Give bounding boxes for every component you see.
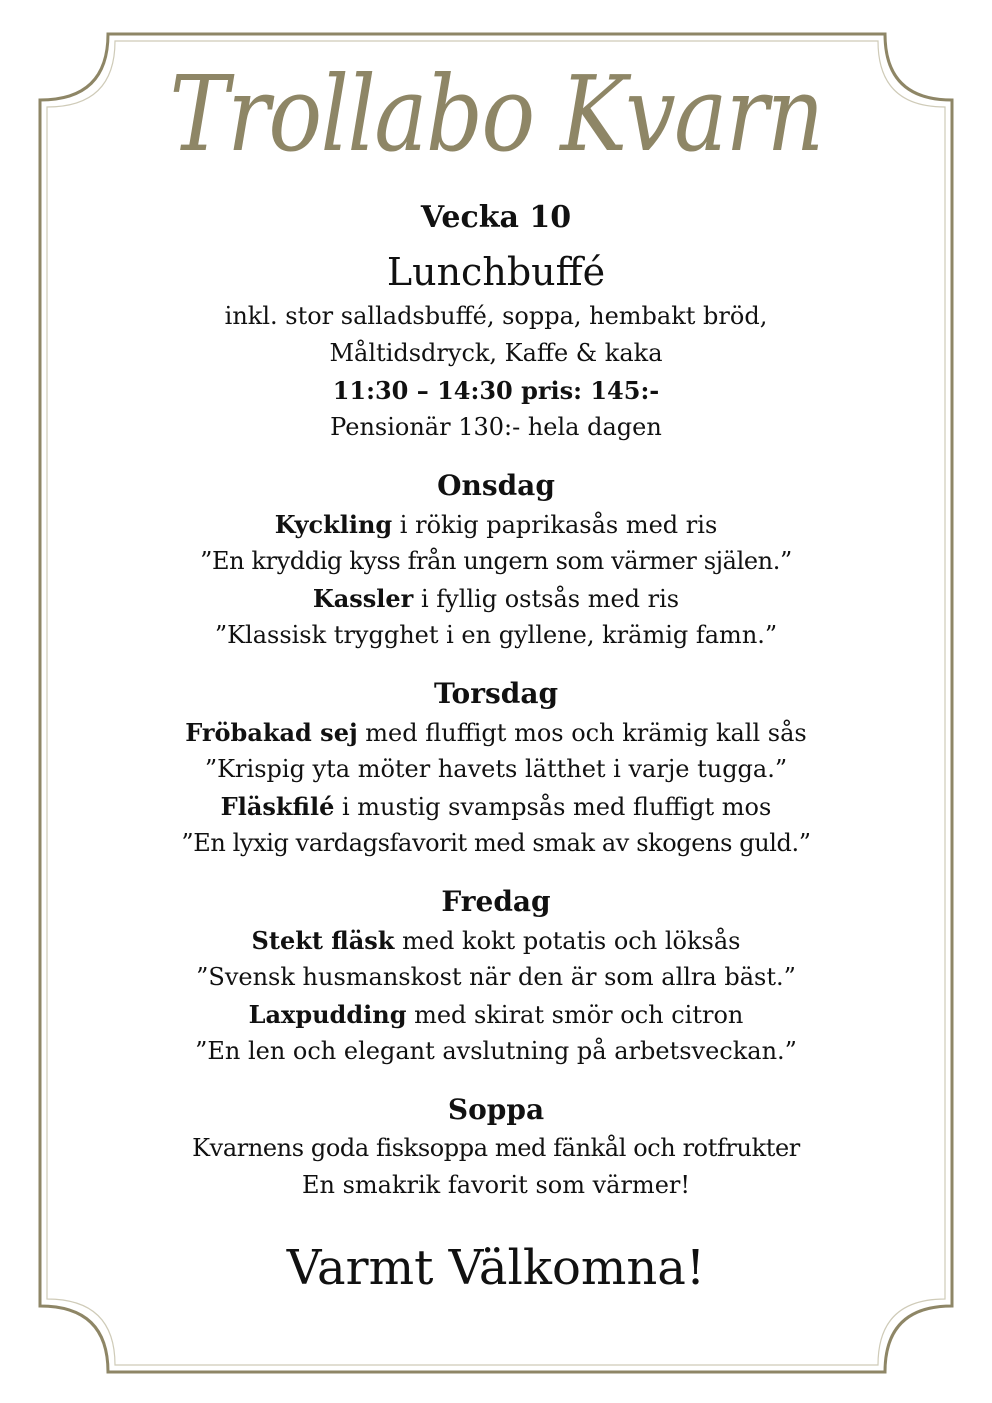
- dish-quote: ”En kryddig kyss från ungern som värmer själen.”: [200, 547, 792, 575]
- dish-name: Kyckling: [274, 510, 393, 539]
- soup-heading: Soppa: [447, 1093, 545, 1126]
- dish-line: [0, 788, 992, 825]
- dish-name: Stekt fläsk: [251, 926, 395, 955]
- dish-description: i fyllig ostsås med ris: [413, 585, 680, 613]
- menu-content: [0, 198, 992, 1298]
- dish-quote: ”Klassisk trygghet i en gyllene, krämig famn.”: [214, 621, 778, 649]
- soup-line1: Kvarnens goda fisksoppa med fänkål och rotfrukter: [192, 1134, 800, 1162]
- dish-line: [0, 922, 992, 959]
- buffet-hours-price: 11:30 – 14:30 pris: 145:-: [332, 376, 660, 405]
- dish-description: i mustig svampsås med fluffigt mos: [334, 793, 772, 821]
- day-heading-torsdag: Torsdag: [433, 677, 559, 710]
- soup-line2: En smakrik favorit som värmer!: [301, 1171, 691, 1199]
- pensioner-price: Pensionär 130:- hela dagen: [330, 413, 662, 441]
- dish-line: [0, 506, 992, 543]
- dish-description: i rökig paprikasås med ris: [392, 511, 718, 539]
- dish-name: Laxpudding: [248, 1000, 407, 1029]
- dish-description: med kokt potatis och löksås: [394, 927, 741, 955]
- dish-name: Fläskfilé: [220, 792, 335, 821]
- dish-line: [0, 714, 992, 751]
- day-heading-onsdag: Onsdag: [437, 469, 555, 502]
- week-number: Vecka 10: [420, 200, 572, 235]
- dish-line: [0, 580, 992, 617]
- day-heading-fredag: Fredag: [441, 885, 551, 918]
- buffet-includes-line2: Måltidsdryck, Kaffe & kaka: [329, 339, 663, 367]
- dish-quote: ”Svensk husmanskost när den är som allra bäst.”: [196, 963, 796, 991]
- dish-description: med skirat smör och citron: [406, 1001, 744, 1029]
- restaurant-logo-title: Trollabo Kvarn: [169, 53, 823, 175]
- buffet-title: Lunchbuffé: [386, 250, 606, 294]
- dish-line: [0, 996, 992, 1033]
- dish-name: Fröbakad sej: [185, 718, 358, 747]
- dish-quote: ”En len och elegant avslutning på arbetsveckan.”: [195, 1037, 797, 1065]
- dish-name: Kassler: [312, 584, 414, 613]
- welcome-text: Varmt Välkomna!: [286, 1240, 706, 1296]
- dish-quote: ”Krispig yta möter havets lätthet i varje tugga.”: [204, 755, 788, 783]
- buffet-includes-line1: inkl. stor salladsbuffé, soppa, hembakt bröd,: [224, 302, 768, 330]
- dish-quote: ”En lyxig vardagsfavorit med smak av skogens guld.”: [181, 829, 811, 857]
- dish-description: med fluffigt mos och krämig kall sås: [357, 719, 807, 747]
